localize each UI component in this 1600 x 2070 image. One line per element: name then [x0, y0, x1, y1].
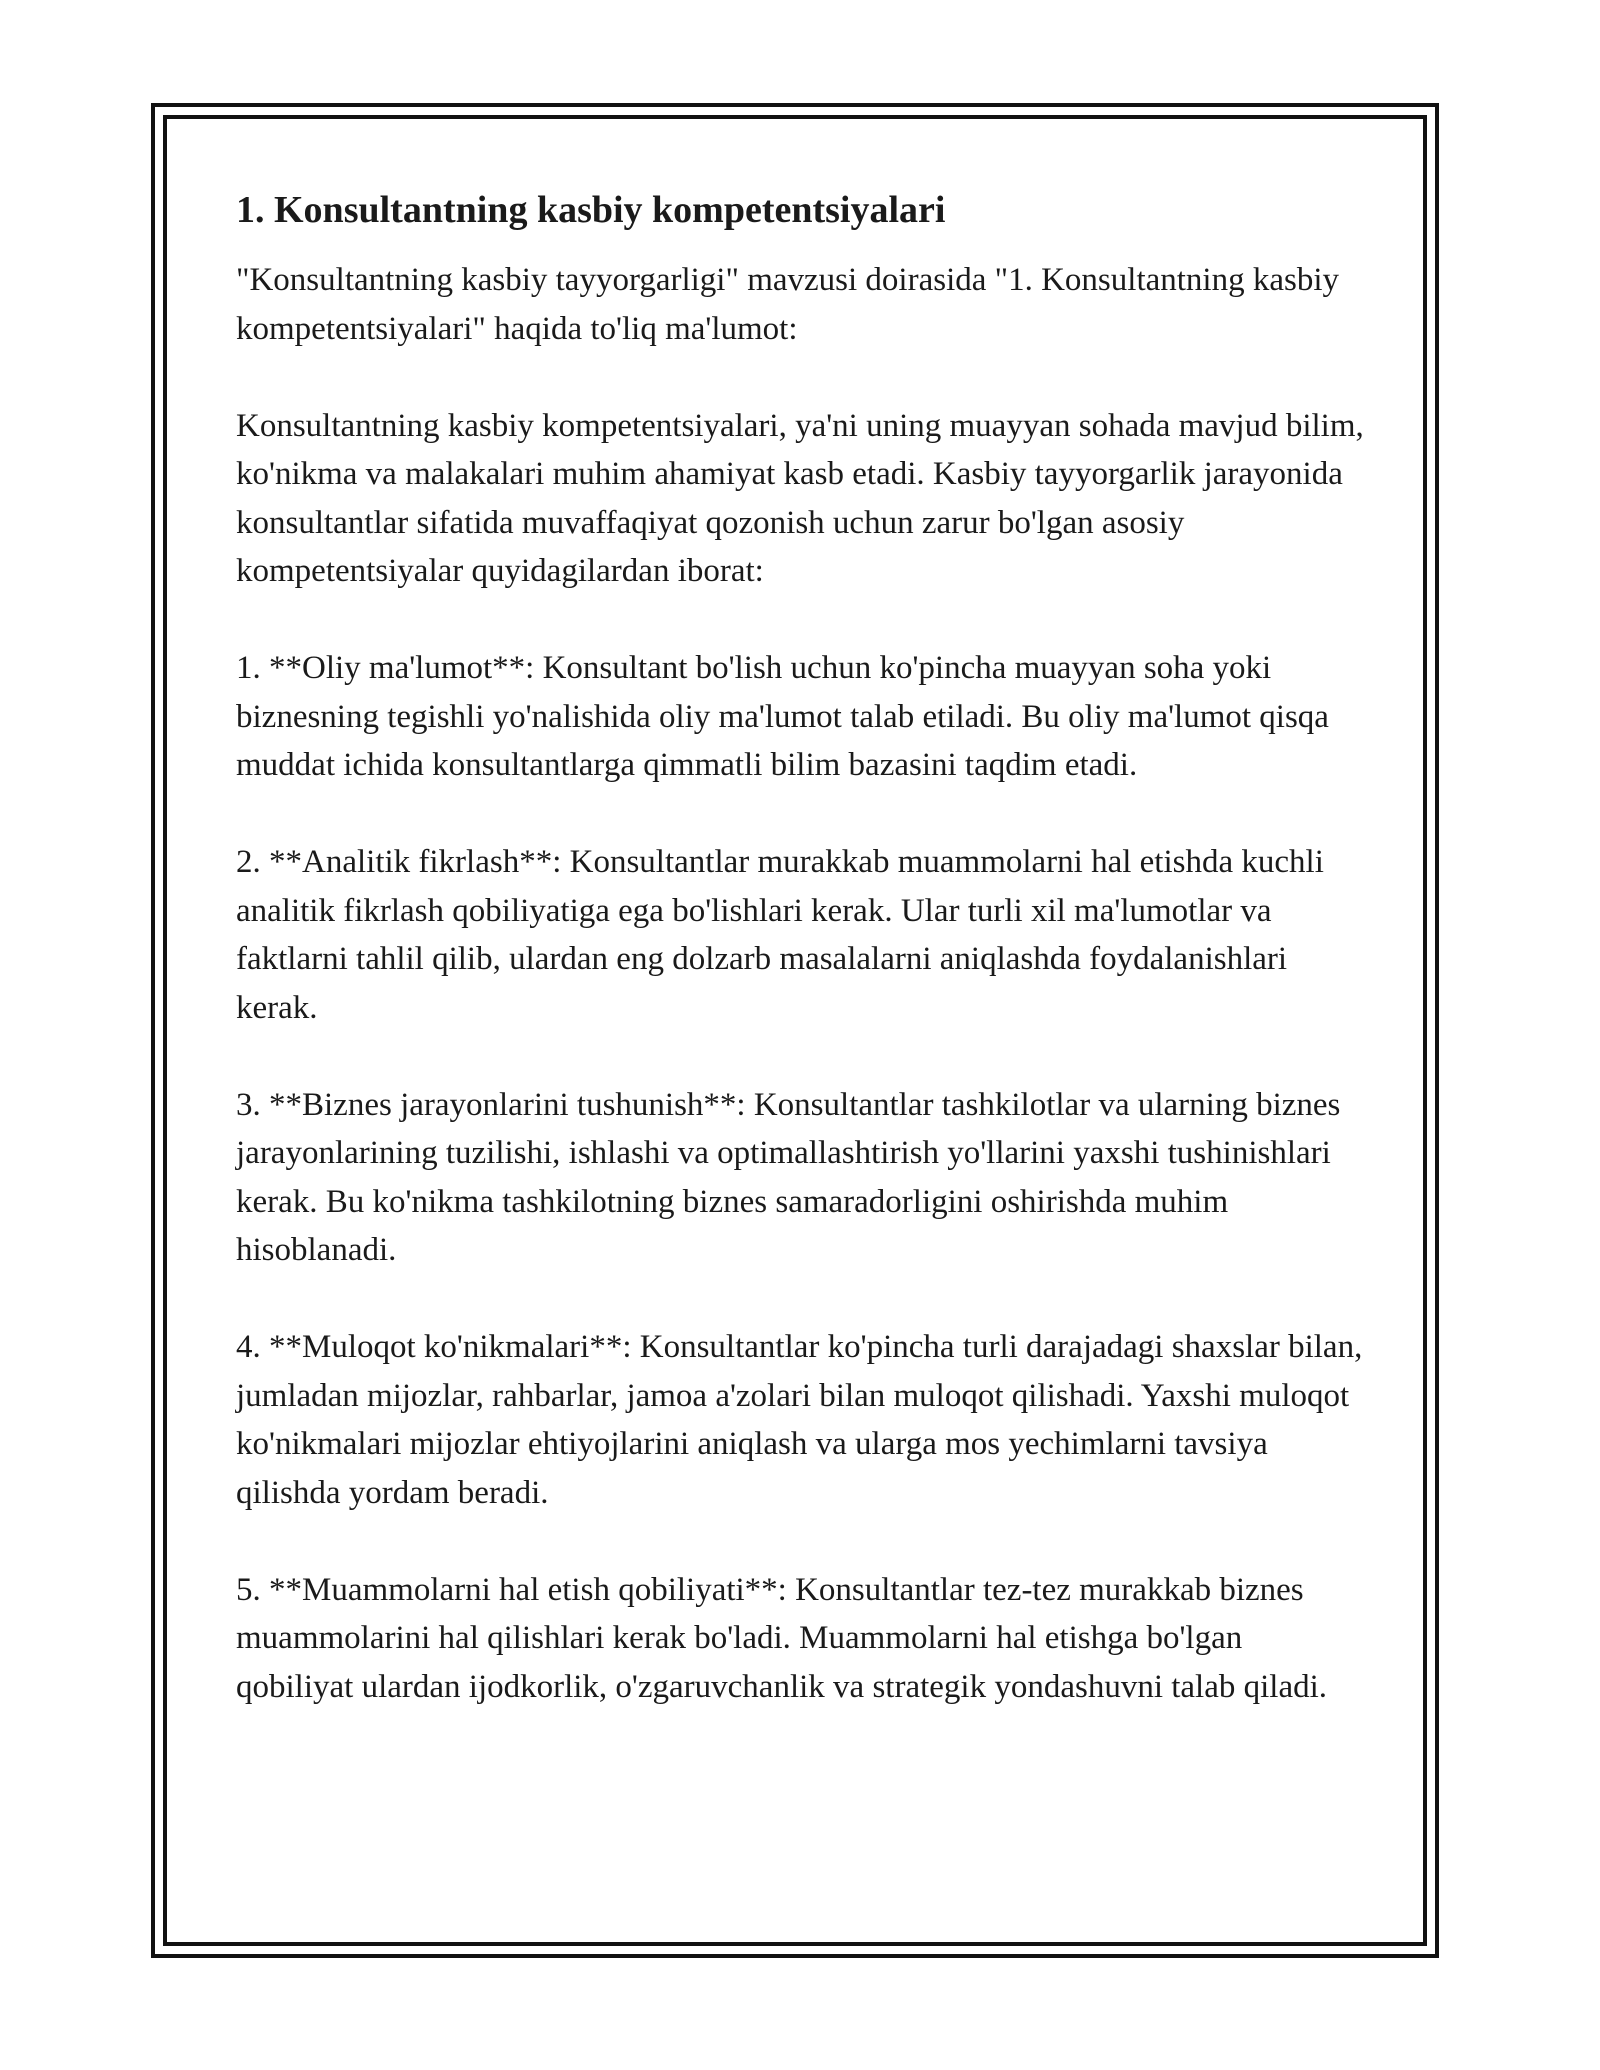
document-body	[236, 186, 1366, 1760]
competency-item-2: 2. **Analitik fikrlash**: Konsultantlar murakkab muammolarni hal etishda kuchli analitik fikrlash qobiliyatiga ega bo'lishlari kerak. Ular turli xil ma'lumotlar va faktlarni tahlil qilib, ulardan eng dolzarb masalalarni aniqlashda foydalanishlari kerak.	[236, 844, 1324, 1026]
overview-paragraph: Konsultantning kasbiy kompetentsiyalari, ya'ni uning muayyan sohada mavjud bilim, ko'nikma va malakalari muhim ahamiyat kasb etadi. Kasbiy tayyorgarlik jarayonida konsultantlar sifatida muvaffaqiyat qozonish uchun zarur bo'lgan asosiy kompetentsiyalar quyidagilardan iborat:	[236, 407, 1364, 589]
document-title: 1. Konsultantning kasbiy kompetentsiyalari	[236, 189, 946, 231]
intro-paragraph: "Konsultantning kasbiy tayyorgarligi" mavzusi doirasida "1. Konsultantning kasbiy kompetentsiyalari" haqida to'liq ma'lumot:	[236, 262, 1340, 347]
competency-item-4: 4. **Muloqot ko'nikmalari**: Konsultantlar ko'pincha turli darajadagi shaxslar bilan, jumladan mijozlar, rahbarlar, jamoa a'zolari bilan muloqot qilishadi. Yaxshi muloqot ko'nikmalari mijozlar ehtiyojlarini aniqlash va ularga mos yechimlarni tavsiya qilishda yordam beradi.	[236, 1329, 1363, 1511]
competency-item-5: 5. **Muammolarni hal etish qobiliyati**: Konsultantlar tez-tez murakkab biznes muammolarini hal qilishlari kerak bo'ladi. Muammolarni hal etishga bo'lgan qobiliyat ulardan ijodkorlik, o'zgaruvchanlik va strategik yondashuvni talab qiladi.	[236, 1571, 1328, 1705]
competency-item-3: 3. **Biznes jarayonlarini tushunish**: Konsultantlar tashkilotlar va ularning biznes jarayonlarining tuzilishi, ishlashi va optimallashtirish yo'llarini yaxshi tushinishlari kerak. Bu ko'nikma tashkilotning biznes samaradorligini oshirishda muhim hisoblanadi.	[236, 1086, 1341, 1268]
competency-item-1: 1. **Oliy ma'lumot**: Konsultant bo'lish uchun ko'pincha muayyan soha yoki biznesning tegishli yo'nalishida oliy ma'lumot talab etiladi. Bu oliy ma'lumot qisqa muddat ichida konsultantlarga qimmatli bilim bazasini taqdim etadi.	[236, 650, 1329, 783]
